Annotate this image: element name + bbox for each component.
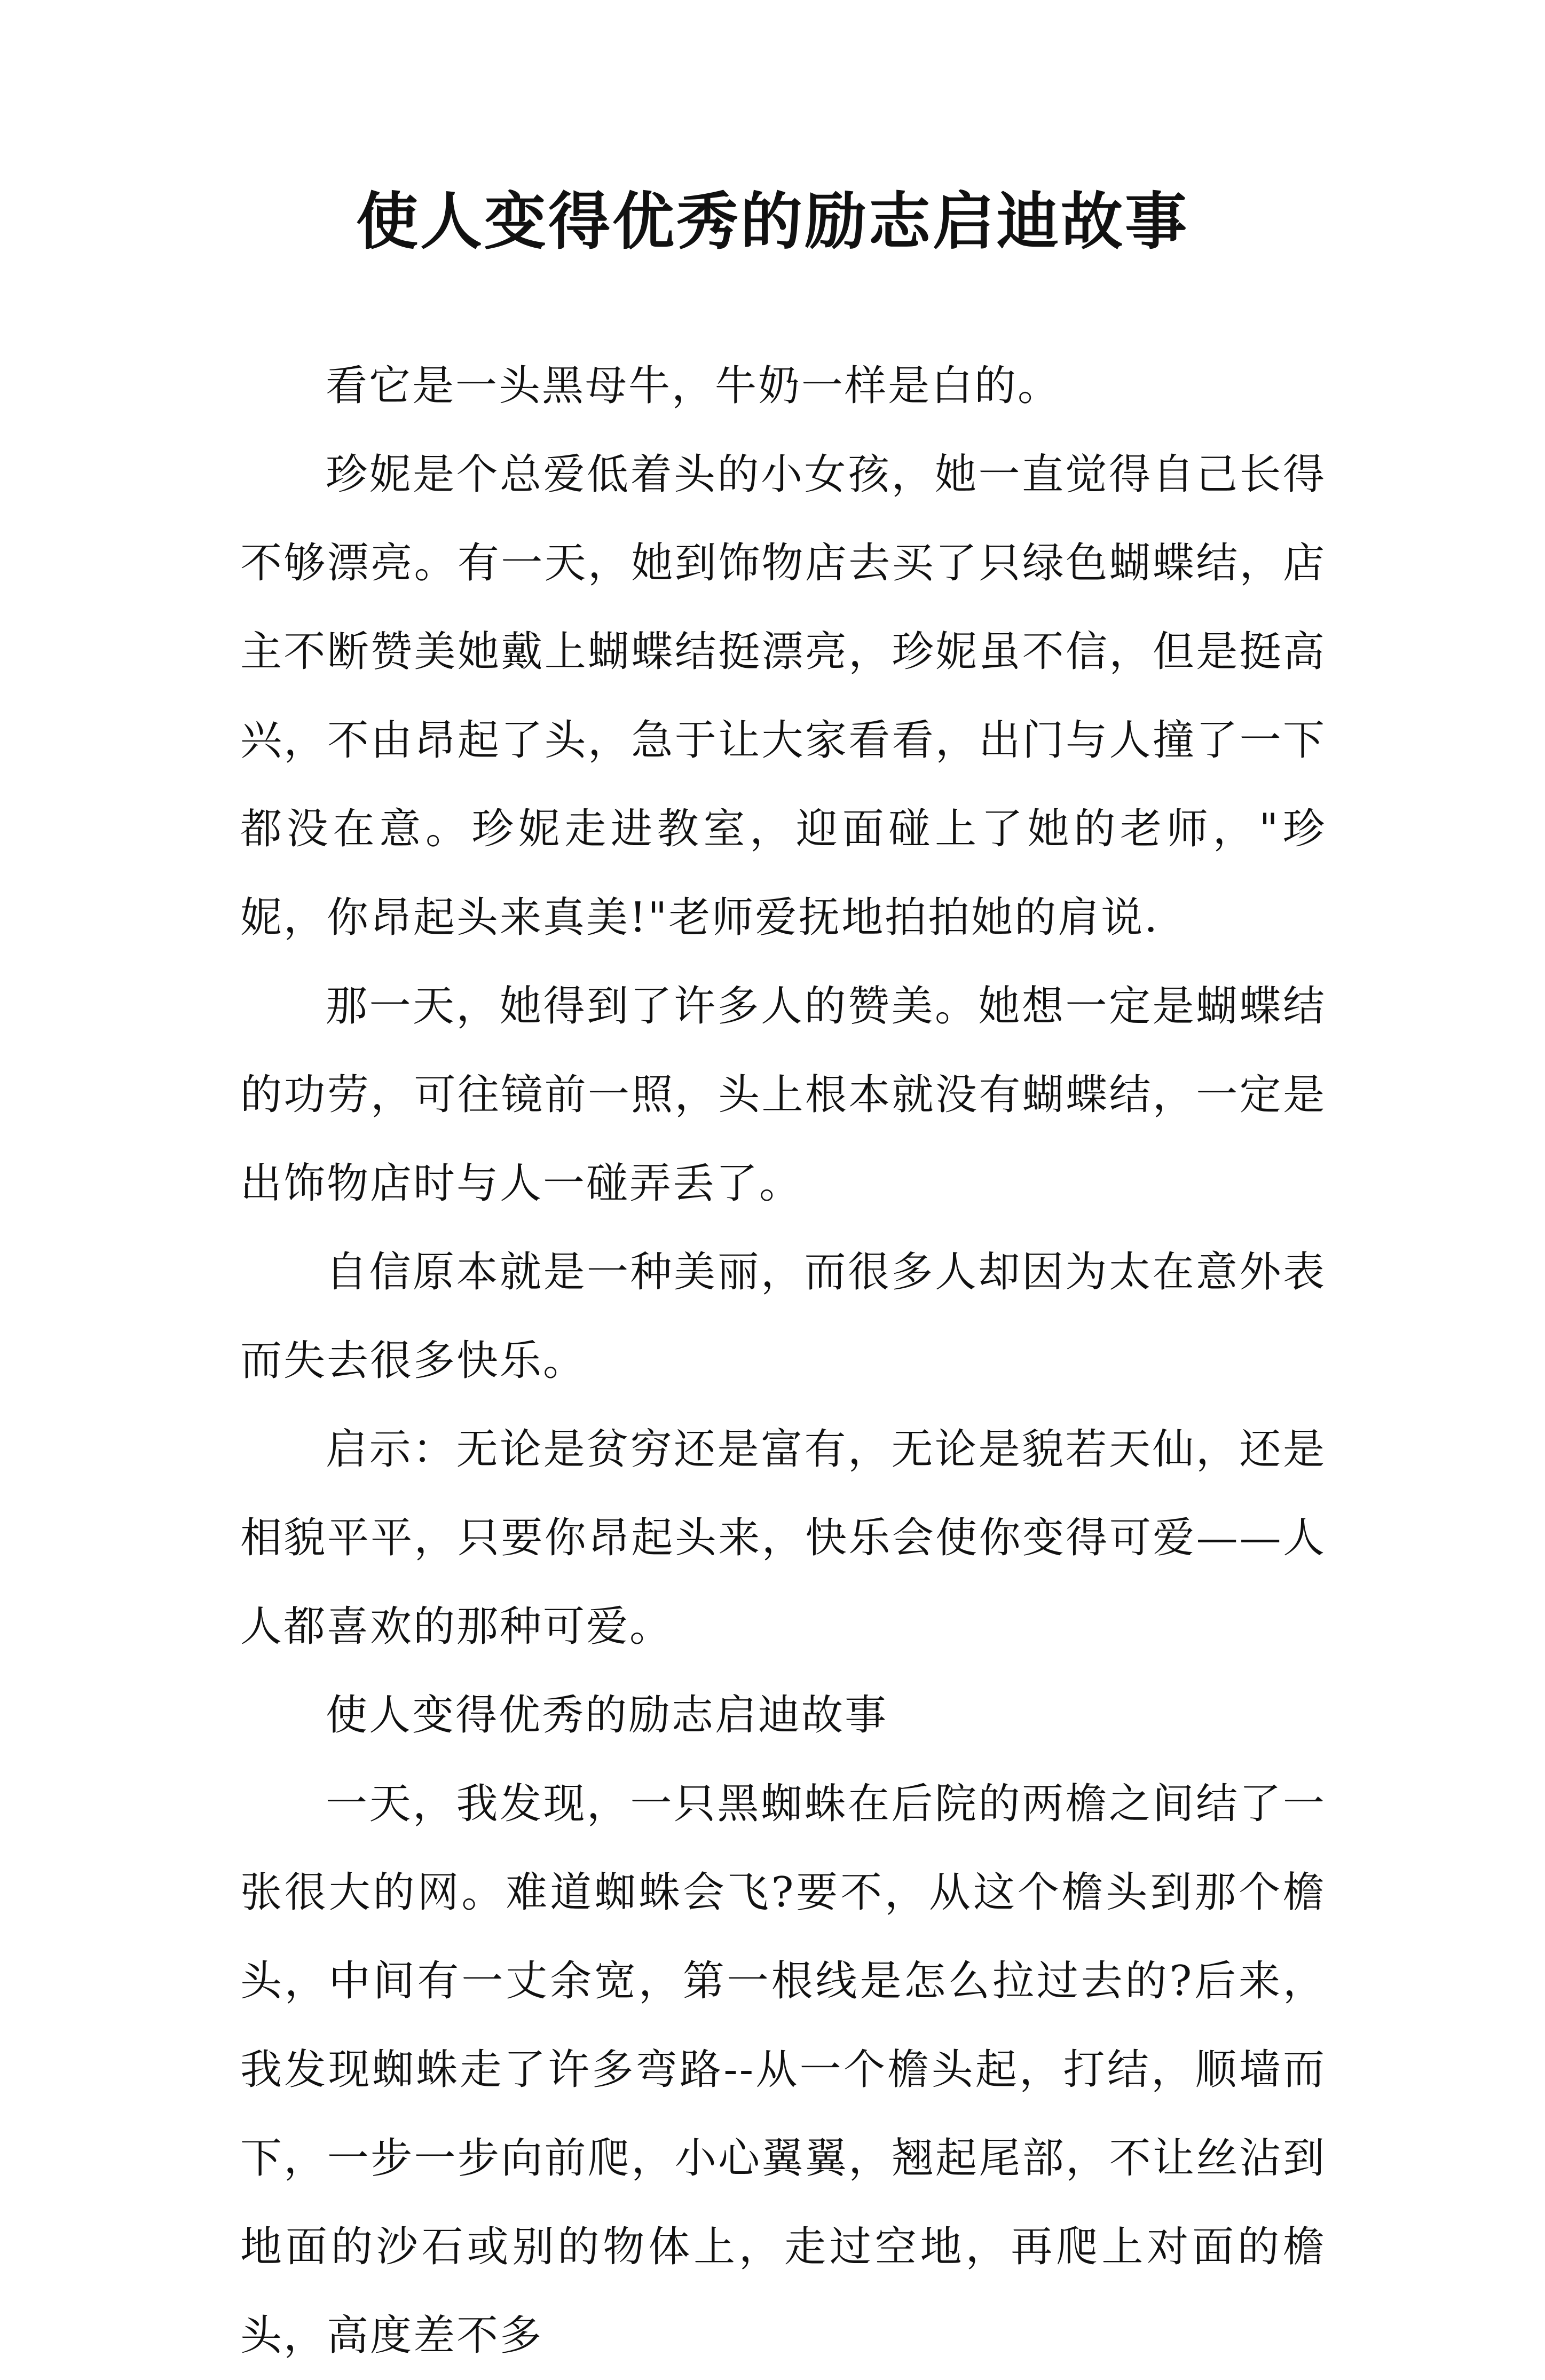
paragraph-jenny-story: 珍妮是个总爱低着头的小女孩，她一直觉得自己长得不够漂亮。有一天，她到饰物店去买了只绿色蝴蝶结，店主不断赞美她戴上蝴蝶结挺漂亮，珍妮虽不信，但是挺高兴，不由昂起了头，急于让大家看看，出门与人撞了一下都没在意。珍妮走进教室，迎面碰上了她的老师，"珍妮，你昂起头来真美!"老师爱抚地拍拍她的肩说. <box>240 451 1326 942</box>
document-title: 使人变得优秀的励志启迪故事 <box>356 185 1189 258</box>
section-heading: 使人变得优秀的励志启迪故事 <box>326 1691 888 1739</box>
paragraph-compliments: 那一天，她得到了许多人的赞美。她想一定是蝴蝶结的功劳，可往镜前一照，头上根本就没有蝴蝶结，一定是出饰物店时与人一碰弄丢了。 <box>240 982 1326 1208</box>
paragraph-moral: 启示：无论是贫穷还是富有，无论是貌若天仙，还是相貌平平，只要你昂起头来，快乐会使你变得可爱——人人都喜欢的那种可爱。 <box>240 1425 1326 1651</box>
document-body <box>240 342 1326 2380</box>
paragraph-spider-story: 一天，我发现，一只黑蜘蛛在后院的两檐之间结了一张很大的网。难道蜘蛛会飞?要不，从这个檐头到那个檐头，中间有一丈余宽，第一根线是怎么拉过去的?后来，我发现蜘蛛走了许多弯路--从一个檐头起，打结，顺墙而下，一步一步向前爬，小心翼翼，翘起尾部，不让丝沾到地面的沙石或别的物体上，走过空地，再爬上对面的檐头，高度差不多 <box>240 1780 1326 2360</box>
paragraph-confidence: 自信原本就是一种美丽，而很多人却因为太在意外表而失去很多快乐。 <box>240 1248 1326 1385</box>
paragraph-black-cow: 看它是一头黑母牛，牛奶一样是白的。 <box>326 362 1061 410</box>
